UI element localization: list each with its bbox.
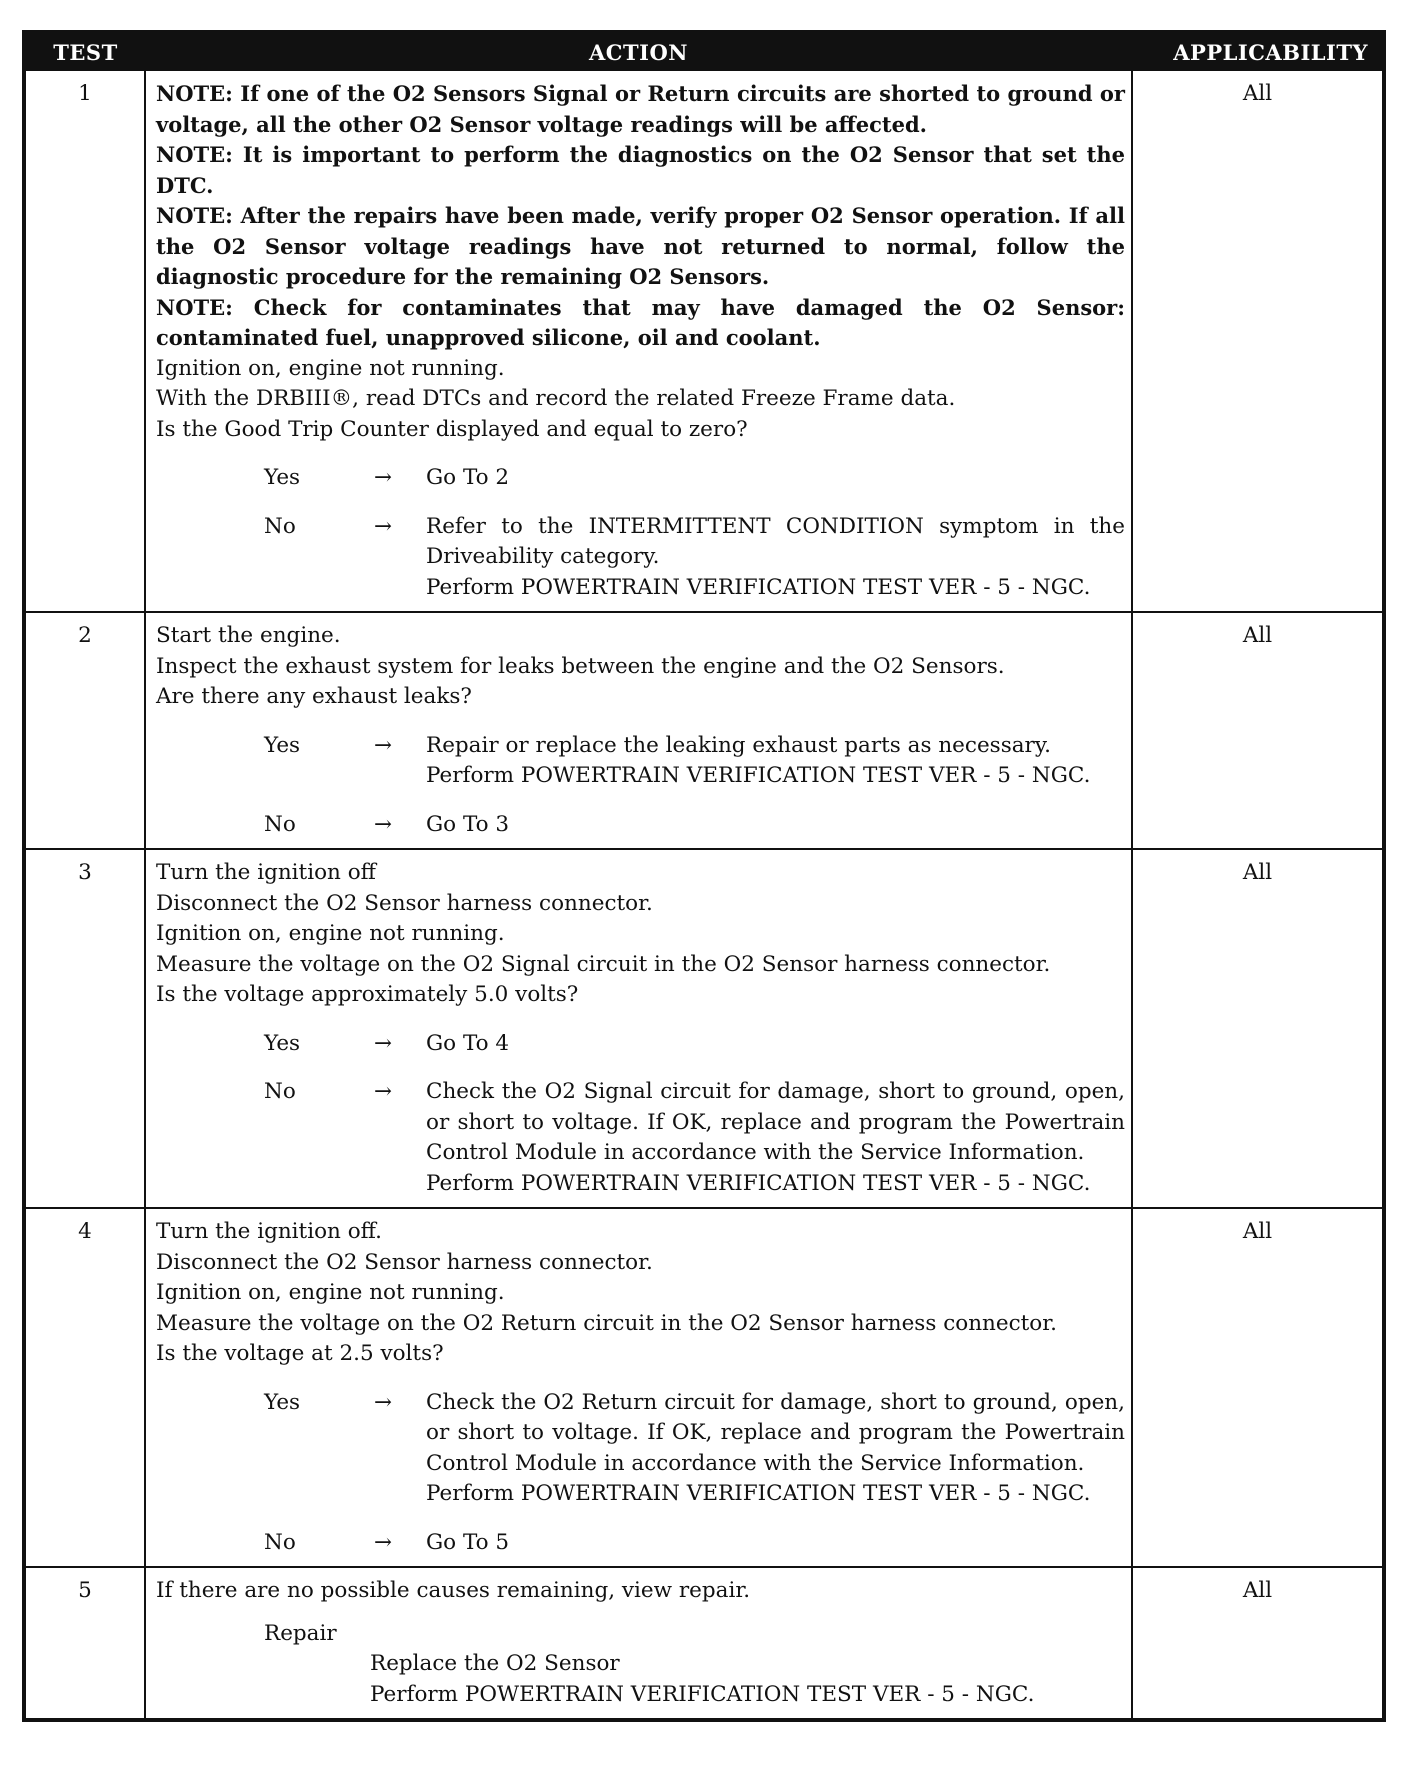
result-text: Go To 4 [426,1030,510,1056]
arrow-icon: → [374,1529,393,1555]
result-text: Go To 3 [426,811,510,837]
header-action: ACTION [145,34,1132,71]
yes-label: Yes [264,1389,301,1415]
result-text: Repair or replace the leaking exhaust parts as necessary. [426,732,1051,758]
step-text: Ignition on, engine not running. [156,355,505,381]
arrow-icon: → [374,811,393,837]
result-text: Perform POWERTRAIN VERIFICATION TEST VER - 5 - NGC. [426,574,1091,600]
result-text: Go To 2 [426,465,510,490]
applicability-value: All [1242,81,1273,106]
header-applicability: APPLICABILITY [1132,34,1382,71]
note-text: NOTE: If one of the O2 Sensors Signal or Return circuits are shorted to ground or voltage, all the other O2 Sensor voltage readings will be affected. [156,81,1125,137]
action-cell [145,71,1132,612]
result-text: Perform POWERTRAIN VERIFICATION TEST VER - 5 - NGC. [426,1481,1091,1506]
table-row [26,71,1382,612]
table-row [26,1567,1382,1718]
test-number: 5 [26,1567,145,1718]
header-test: TEST [26,34,145,71]
note-text: NOTE: Check for contaminates that may have damaged the O2 Sensor: contaminated fuel, unapproved silicone, oil and coolant. [156,294,1125,350]
diagnostic-table-frame [22,30,1386,1722]
step-text: Ignition on, engine not running. [156,1280,505,1305]
arrow-icon: → [374,513,393,539]
table-body [26,71,1382,1718]
arrow-icon: → [374,1389,393,1415]
step-text: Inspect the exhaust system for leaks between the engine and the O2 Sensors. [156,653,1005,679]
step-text: Disconnect the O2 Sensor harness connector. [156,890,653,916]
yes-branch [156,731,1125,792]
yes-result [426,463,1125,494]
no-label: No [264,1529,296,1555]
applicability-value: All [1132,1567,1382,1718]
table-row [26,612,1382,849]
yes-branch [156,463,1125,494]
no-label: No [264,513,296,539]
action-cell [145,612,1132,849]
step-text: With the DRBIII®, read DTCs and record the related Freeze Frame data. [156,386,956,411]
action-cell [145,1567,1132,1718]
no-result [426,810,1125,841]
step-text: Measure the voltage on the O2 Return circuit in the O2 Sensor harness connector. [156,1310,1057,1336]
result-text: Perform POWERTRAIN VERIFICATION TEST VER - 5 - NGC. [426,1170,1091,1196]
table-header-row [26,34,1382,71]
no-branch [156,810,1125,841]
no-result [426,1528,1125,1559]
note-text: NOTE: It is important to perform the diagnostics on the O2 Sensor that set the DTC. [156,142,1125,198]
action-cell [145,849,1132,1208]
table-row [26,1208,1382,1567]
step-text: Is the voltage approximately 5.0 volts? [156,982,579,1007]
no-label: No [264,811,296,837]
no-branch [156,1528,1125,1559]
arrow-icon: → [374,732,393,758]
step-text: Is the voltage at 2.5 volts? [156,1341,444,1366]
repair-steps [156,1649,1125,1710]
yes-result [426,1388,1125,1510]
no-result [426,512,1125,604]
step-text: Ignition on, engine not running. [156,921,505,946]
step-text: Turn the ignition off [156,860,376,885]
test-number: 4 [26,1208,145,1567]
step-text: Are there any exhaust leaks? [156,684,472,709]
repair-text: Replace the O2 Sensor [370,1651,620,1676]
result-text: Refer to the INTERMITTENT CONDITION symptom in the Driveability category. [426,513,1125,569]
test-number: 3 [26,849,145,1208]
action-cell [145,1208,1132,1567]
test-number: 1 [78,81,92,106]
note-text: NOTE: After the repairs have been made, verify proper O2 Sensor operation. If all the O2 Sensor voltage readings have not returned to normal, follow the diagnostic procedure for the remaining O2 Sensors. [156,203,1125,289]
result-text: Check the O2 Signal circuit for damage, short to ground, open, or short to voltage. If OK, replace and program the Powertrain Control Module in accordance with the Service Information. [426,1079,1125,1165]
step-text: If there are no possible causes remaining, view repair. [156,1578,751,1603]
yes-label: Yes [264,732,301,758]
table-row [26,849,1382,1208]
arrow-icon: → [374,1079,393,1104]
yes-result [426,731,1125,792]
no-label: No [264,1079,296,1104]
arrow-icon: → [374,1030,393,1056]
repair-text: Perform POWERTRAIN VERIFICATION TEST VER - 5 - NGC. [370,1681,1035,1707]
repair-label: Repair [264,1620,337,1646]
applicability-value: All [1132,849,1382,1208]
no-branch [156,512,1125,604]
test-number: 2 [26,612,145,849]
yes-label: Yes [264,465,301,490]
result-text: Go To 5 [426,1529,510,1555]
applicability-value: All [1132,1208,1382,1567]
no-result [426,1077,1125,1199]
yes-result [426,1029,1125,1060]
step-text: Turn the ignition off. [156,1219,382,1244]
yes-label: Yes [264,1030,301,1056]
no-branch [156,1077,1125,1199]
result-text: Perform POWERTRAIN VERIFICATION TEST VER - 5 - NGC. [426,763,1091,788]
applicability-value: All [1132,612,1382,849]
yes-branch [156,1029,1125,1060]
yes-branch [156,1388,1125,1510]
step-text: Measure the voltage on the O2 Signal circuit in the O2 Sensor harness connector. [156,951,1051,977]
step-text: Start the engine. [156,623,341,648]
step-text: Is the Good Trip Counter displayed and equal to zero? [156,416,748,442]
arrow-icon: → [374,465,393,490]
diagnostic-table [26,34,1382,1718]
step-text: Disconnect the O2 Sensor harness connector. [156,1249,653,1275]
result-text: Check the O2 Return circuit for damage, short to ground, open, or short to voltage. If OK, replace and program the Powertrain Control Module in accordance with the Service Information. [426,1389,1125,1476]
